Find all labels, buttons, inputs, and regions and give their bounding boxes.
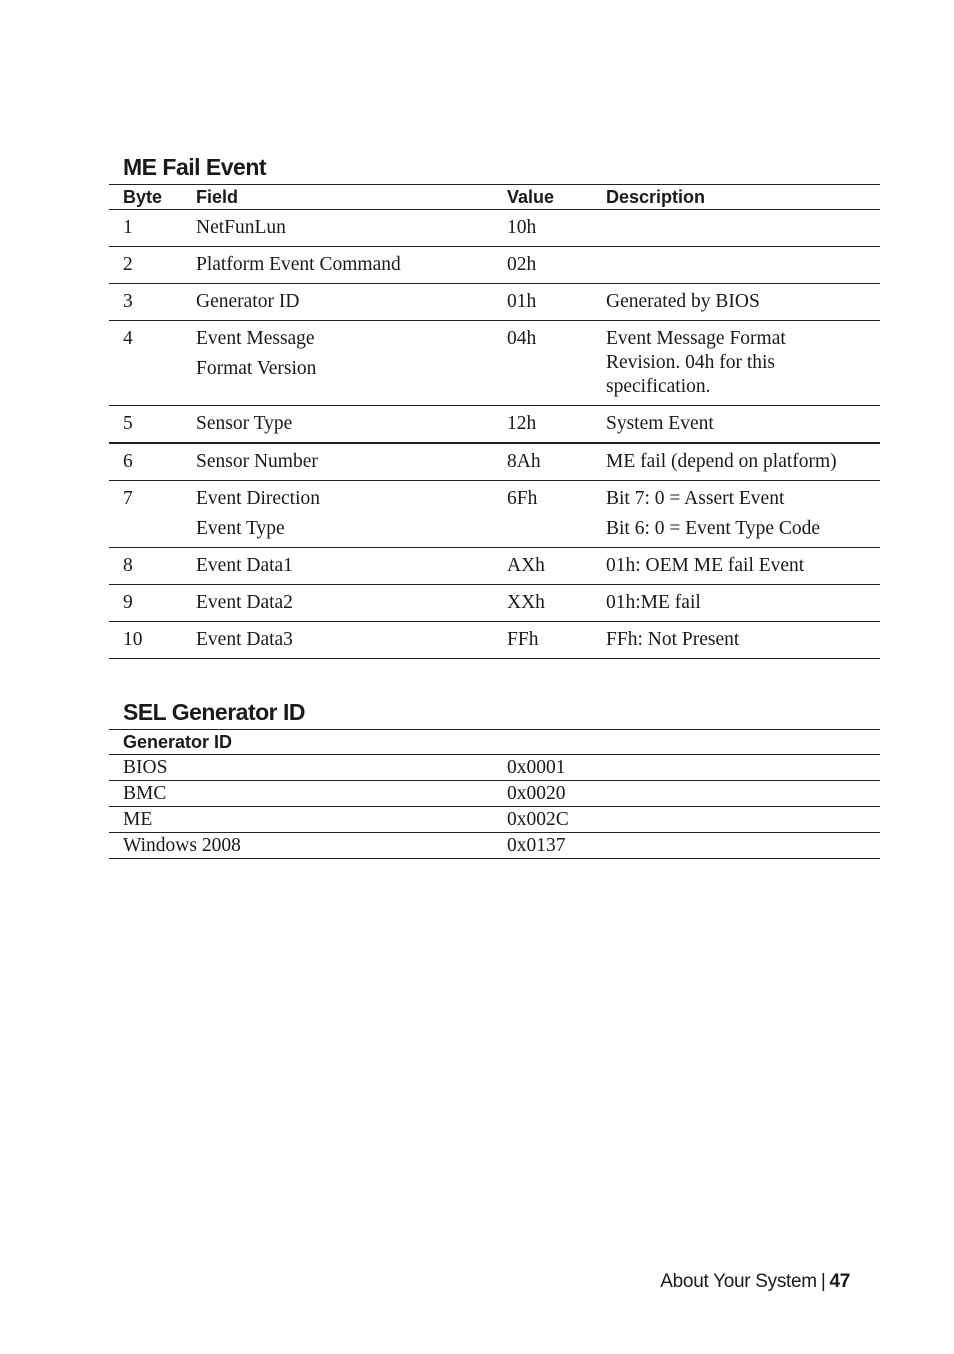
description-line: Bit 6: 0 = Event Type Code	[606, 518, 821, 539]
field-line: NetFunLun	[196, 217, 286, 238]
cell-description	[592, 443, 880, 481]
field-line: Event Data3	[196, 629, 293, 650]
cell-generator-id: 0x0001	[493, 755, 880, 781]
cell-field	[182, 247, 493, 284]
cell-value: AXh	[493, 548, 592, 585]
table-row	[109, 833, 880, 859]
table-row	[109, 755, 880, 781]
cell-generator-id: 0x0137	[493, 833, 880, 859]
cell-byte: 6	[109, 443, 182, 481]
cell-byte: 8	[109, 548, 182, 585]
cell-field	[182, 321, 493, 406]
field-line: Platform Event Command	[196, 254, 401, 275]
cell-field	[182, 284, 493, 321]
cell-description	[592, 210, 880, 247]
cell-generator-name: Windows 2008	[109, 833, 493, 859]
cell-field	[182, 443, 493, 481]
header-value: Value	[493, 185, 592, 210]
cell-description	[592, 321, 880, 406]
cell-description	[592, 481, 880, 548]
description-line: 01h:ME fail	[606, 592, 701, 613]
table-row	[109, 585, 880, 622]
cell-field	[182, 585, 493, 622]
field-line: Event Message	[196, 328, 315, 349]
table-row	[109, 284, 880, 321]
description-line: 01h: OEM ME fail Event	[606, 555, 805, 576]
field-line: Event Type	[196, 518, 285, 539]
description-line: ME fail (depend on platform)	[606, 451, 837, 472]
table-row	[109, 406, 880, 444]
table-header-row	[109, 185, 880, 210]
cell-value: 6Fh	[493, 481, 592, 548]
table-row	[109, 622, 880, 659]
cell-value: 10h	[493, 210, 592, 247]
cell-field	[182, 548, 493, 585]
table-row	[109, 210, 880, 247]
cell-value: 04h	[493, 321, 592, 406]
cell-field	[182, 622, 493, 659]
cell-value: 02h	[493, 247, 592, 284]
header-generator-id: Generator ID	[109, 730, 880, 755]
field-line: Sensor Number	[196, 451, 318, 472]
table-row	[109, 807, 880, 833]
sel-generator-id-title: SEL Generator ID	[123, 699, 306, 725]
field-line: Event Direction	[196, 488, 320, 509]
header-byte: Byte	[109, 185, 182, 210]
cell-description	[592, 622, 880, 659]
cell-generator-name: ME	[109, 807, 493, 833]
cell-byte: 2	[109, 247, 182, 284]
page-footer	[660, 1271, 850, 1293]
cell-description	[592, 548, 880, 585]
cell-field	[182, 406, 493, 444]
cell-byte: 3	[109, 284, 182, 321]
field-line: Event Data1	[196, 555, 293, 576]
cell-description	[592, 585, 880, 622]
cell-value: FFh	[493, 622, 592, 659]
footer-separator: |	[820, 1271, 826, 1292]
cell-value: XXh	[493, 585, 592, 622]
cell-value: 8Ah	[493, 443, 592, 481]
field-line: Event Data2	[196, 592, 293, 613]
cell-description	[592, 406, 880, 444]
cell-description	[592, 247, 880, 284]
table-header-row	[109, 730, 880, 755]
table-row	[109, 781, 880, 807]
description-line: Generated by BIOS	[606, 291, 760, 312]
sel-generator-id-table	[109, 729, 880, 859]
table-row	[109, 548, 880, 585]
description-line: System Event	[606, 413, 714, 434]
cell-generator-id: 0x0020	[493, 781, 880, 807]
header-field: Field	[182, 185, 493, 210]
description-line: Revision. 04h for this	[606, 352, 775, 373]
page-number: 47	[829, 1271, 850, 1292]
table-row	[109, 321, 880, 406]
me-fail-event-title: ME Fail Event	[123, 154, 267, 180]
cell-generator-id: 0x002C	[493, 807, 880, 833]
table-row	[109, 247, 880, 284]
header-description: Description	[592, 185, 880, 210]
cell-byte: 1	[109, 210, 182, 247]
cell-generator-name: BMC	[109, 781, 493, 807]
cell-byte: 10	[109, 622, 182, 659]
footer-section-name: About Your System	[660, 1271, 817, 1292]
table-row	[109, 481, 880, 548]
cell-generator-name: BIOS	[109, 755, 493, 781]
cell-value: 12h	[493, 406, 592, 444]
description-line: FFh: Not Present	[606, 629, 740, 650]
table-row	[109, 443, 880, 481]
cell-field	[182, 210, 493, 247]
cell-description	[592, 284, 880, 321]
field-line: Format Version	[196, 358, 317, 379]
me-fail-event-table	[109, 184, 880, 659]
field-line: Sensor Type	[196, 413, 293, 434]
description-line: Bit 7: 0 = Assert Event	[606, 488, 785, 509]
cell-byte: 4	[109, 321, 182, 406]
cell-byte: 9	[109, 585, 182, 622]
description-line: specification.	[606, 376, 711, 397]
cell-value: 01h	[493, 284, 592, 321]
cell-byte: 7	[109, 481, 182, 548]
cell-field	[182, 481, 493, 548]
cell-byte: 5	[109, 406, 182, 444]
field-line: Generator ID	[196, 291, 300, 312]
description-line: Event Message Format	[606, 328, 786, 349]
